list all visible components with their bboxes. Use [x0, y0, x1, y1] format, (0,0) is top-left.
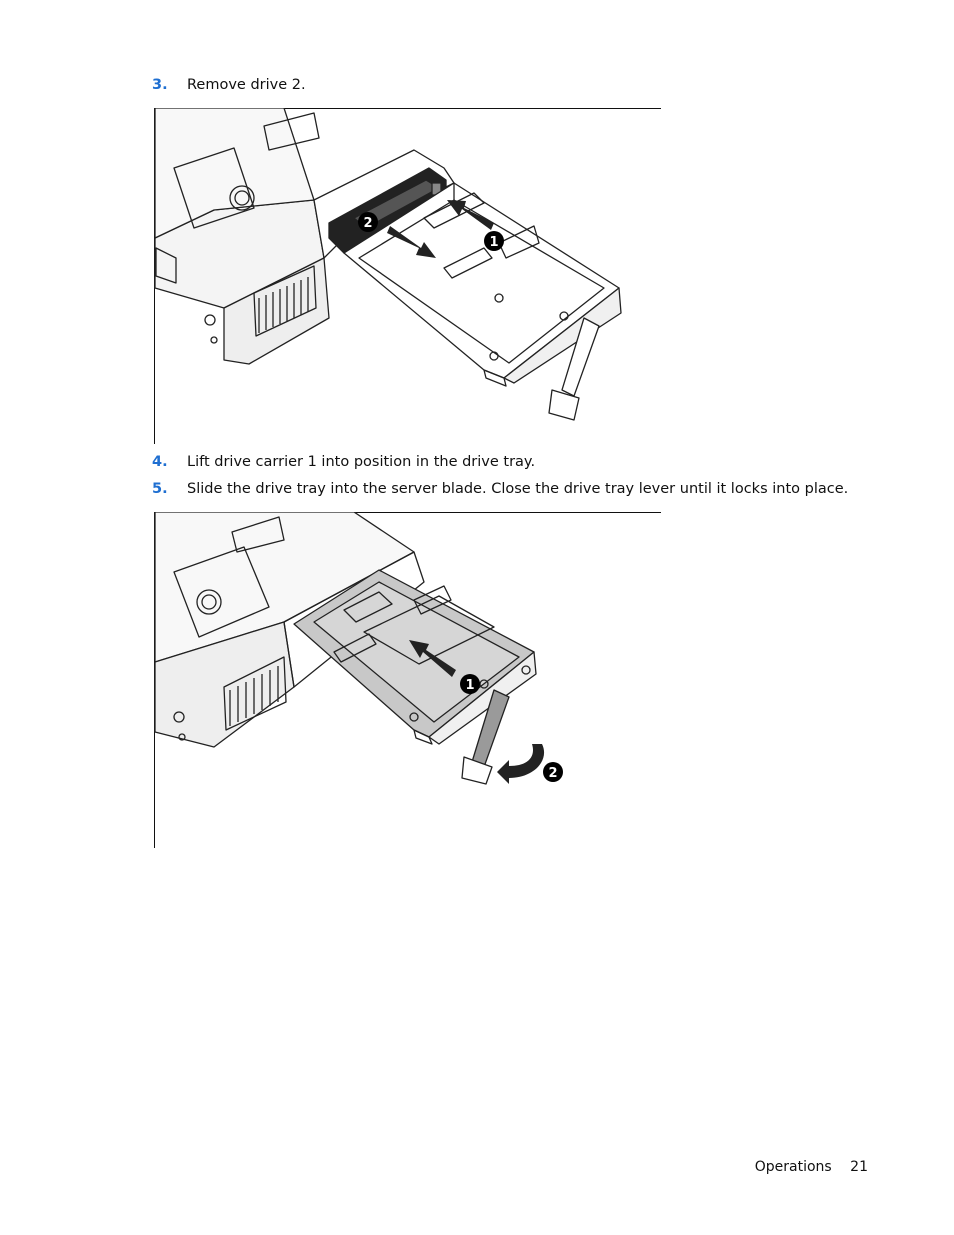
- footer-page-number: 21: [850, 1159, 868, 1175]
- step-number: 5.: [152, 481, 168, 497]
- callout-1: [484, 231, 504, 251]
- callout-2: [358, 212, 378, 232]
- callout-1-label: 1: [489, 235, 499, 250]
- step-text: Slide the drive tray into the server blade. Close the drive tray lever until it locks into place.: [187, 481, 849, 497]
- step-number: 4.: [152, 454, 168, 470]
- server-blade-drive-removal-illustration: [154, 108, 661, 444]
- figure-remove-drive: [154, 108, 661, 444]
- callout-2-label: 2: [548, 766, 558, 781]
- page-footer: [755, 1159, 868, 1175]
- footer-section: Operations: [754, 1159, 832, 1175]
- callout-1-label: 1: [465, 678, 475, 693]
- callout-2: [543, 762, 563, 782]
- step-text: Lift drive carrier 1 into position in the drive tray.: [187, 454, 536, 470]
- step-text: Remove drive 2.: [187, 77, 306, 93]
- step-number: 3.: [152, 77, 168, 93]
- callout-1: [460, 674, 480, 694]
- figure-install-drive-tray: [154, 512, 661, 848]
- server-blade-tray-install-illustration: [154, 512, 661, 848]
- callout-2-label: 2: [363, 216, 373, 231]
